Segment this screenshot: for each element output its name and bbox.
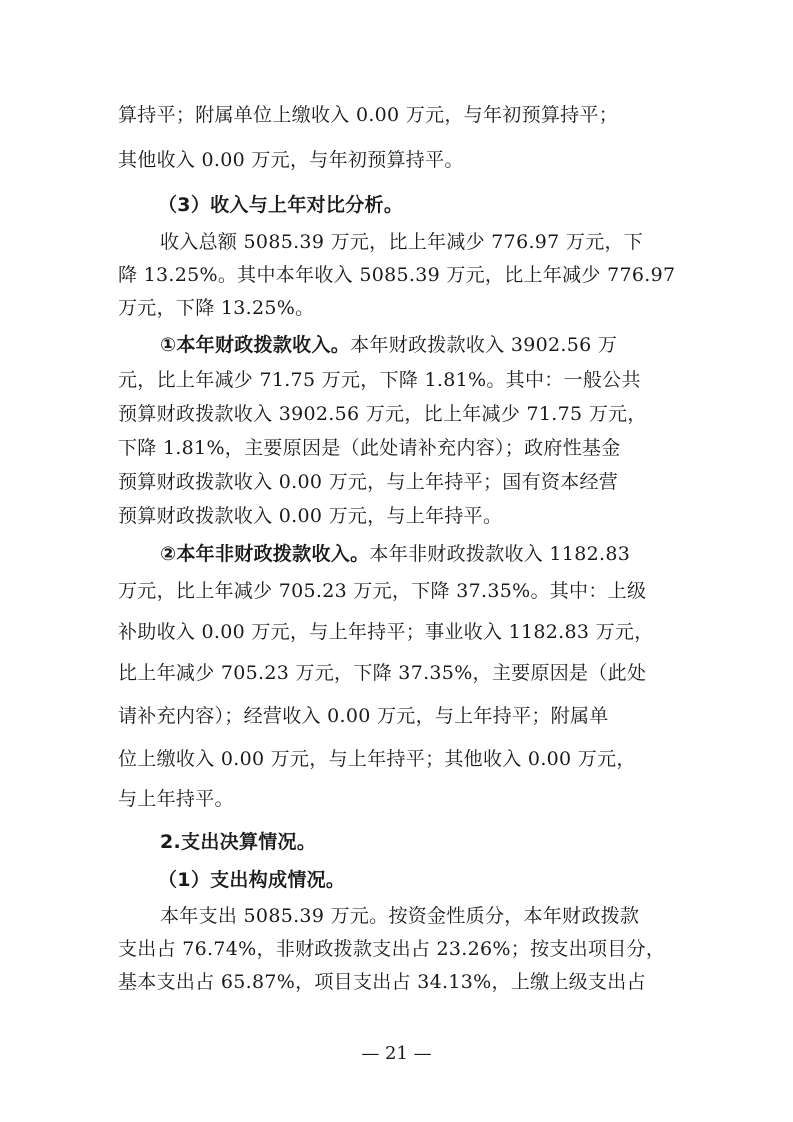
- text-line: 预算财政拨款收入 0.00 万元，与上年持平。: [118, 505, 503, 527]
- text-line: 预算财政拨款收入 0.00 万元，与上年持平；国有资本经营: [118, 471, 619, 493]
- text-line: 本年支出 5085.39 万元。按资金性质分，本年财政拨款: [160, 905, 640, 927]
- text-line: 比上年减少 705.23 万元，下降 37.35%，主要原因是（此处: [118, 662, 647, 684]
- section-heading: 2.支出决算情况。: [160, 831, 317, 853]
- text-span: 本年非财政拨款收入 1182.83: [369, 543, 631, 565]
- text-line: 降 13.25%。其中本年收入 5085.39 万元，比上年减少 776.97: [118, 264, 676, 286]
- page-number: — 21 —: [361, 1043, 432, 1064]
- text-line: 万元，下降 13.25%。: [118, 297, 315, 319]
- subheading-inline: ②本年非财政拨款收入。: [160, 543, 370, 565]
- text-line: 与上年持平。: [118, 788, 234, 810]
- subheading-inline: ①本年财政拨款收入。: [160, 334, 351, 356]
- text-line: 收入总额 5085.39 万元，比上年减少 776.97 万元，下: [160, 231, 644, 253]
- text-line: 基本支出占 65.87%，项目支出占 34.13%，上缴上级支出占: [118, 971, 646, 993]
- text-line: 万元，比上年减少 705.23 万元，下降 37.35%。其中：上级: [118, 580, 647, 602]
- text-line: 元，比上年减少 71.75 万元，下降 1.81%。其中：一般公共: [118, 369, 641, 391]
- text-line: 其他收入 0.00 万元，与年初预算持平。: [118, 149, 464, 171]
- text-line: [160, 332, 716, 362]
- text-line: 下降 1.81%，主要原因是（此处请补充内容）；政府性基金: [118, 437, 621, 459]
- text-line: 位上缴收入 0.00 万元，与上年持平；其他收入 0.00 万元，: [118, 748, 636, 770]
- text-line: 支出占 76.74%，非财政拨款支出占 23.26%；按支出项目分，: [118, 938, 666, 960]
- text-line: 算持平；附属单位上缴收入 0.00 万元，与年初预算持平；: [118, 104, 619, 126]
- text-span: 本年财政拨款收入 3902.56 万: [350, 334, 618, 356]
- text-line: [160, 541, 716, 571]
- section-heading: （1）支出构成情况。: [158, 869, 346, 891]
- text-line: 补助收入 0.00 万元，与上年持平；事业收入 1182.83 万元，: [118, 621, 654, 643]
- text-line: 请补充内容）；经营收入 0.00 万元，与上年持平；附属单: [118, 705, 609, 727]
- section-heading: （3）收入与上年对比分析。: [158, 194, 404, 216]
- text-line: 预算财政拨款收入 3902.56 万元，比上年减少 71.75 万元，: [118, 403, 647, 425]
